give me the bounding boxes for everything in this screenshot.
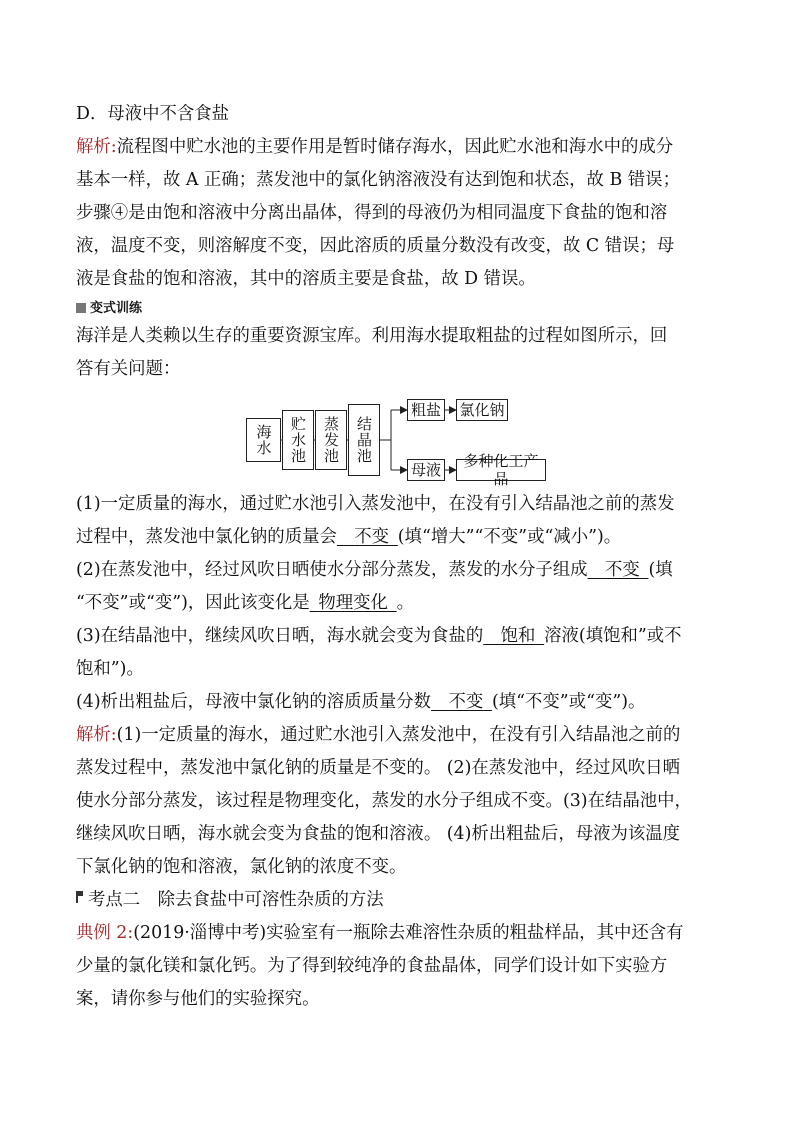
- question-3: (3)在结晶池中，继续风吹日晒，海水就会变为食盐的 饱和 溶液(填饱和”或不: [76, 626, 682, 646]
- flow-box-reservoir: 贮水池: [282, 410, 314, 470]
- analysis-label: 解析:: [76, 137, 117, 157]
- analysis-label: 解析:: [76, 725, 117, 745]
- question-2: (2)在蒸发池中，经过风吹日晒使水分部分蒸发，蒸发的水分子组成 不变 (填: [76, 560, 673, 580]
- answer-blank: 不变: [448, 692, 484, 712]
- question-4: (4)析出粗盐后，母液中氯化钠的溶质质量分数 不变 (填“不变”或“变”)。: [76, 692, 646, 712]
- analysis-1-line: 液，温度不变，则溶解度不变，因此溶质的质量分数没有改变，故 C 错误；母: [76, 236, 675, 256]
- flow-box-chemical-products: 多种化工产品: [456, 459, 546, 481]
- process-flow-diagram: [76, 392, 726, 488]
- variant-training-heading: 变式训练: [76, 298, 726, 320]
- flow-box-evaporation-pond: 蒸发池: [315, 410, 347, 470]
- document-page: [76, 98, 726, 1016]
- flow-box-mother-liquor: 母液: [407, 459, 445, 481]
- question-intro: 答有关问题：: [76, 359, 181, 379]
- analysis-2-line: 下氯化钠的饱和溶液，氯化钠的浓度不变。: [76, 857, 407, 877]
- question-3-cont: 饱和”)。: [76, 659, 144, 679]
- flow-box-sodium-chloride: 氯化钠: [456, 399, 508, 421]
- answer-blank: 不变: [354, 527, 390, 547]
- flow-box-seawater: 海水: [246, 418, 281, 462]
- flow-arrows: [76, 392, 726, 484]
- question-2-cont: “不变”或“变”)，因此该变化是 物理变化 。: [76, 593, 415, 613]
- exam-point-heading: 考点二 除去食盐中可溶性杂质的方法: [76, 884, 726, 917]
- option-d: D．母液中不含食盐: [76, 104, 230, 124]
- example-2-line: 少量的氯化镁和氯化钙。为了得到较纯净的食盐晶体，同学们设计如下实验方: [76, 956, 668, 976]
- analysis-1-line: 液是食盐的饱和溶液，其中的溶质主要是食盐，故 D 错误。: [76, 269, 536, 289]
- analysis-1: 解析:流程图中贮水池的主要作用是暂时储存海水，因此贮水池和海水中的成分: [76, 137, 674, 157]
- analysis-2-line: 继续风吹日晒，海水就会变为食盐的饱和溶液。 (4)析出粗盐后，母液为该温度: [76, 824, 681, 844]
- question-intro: 海洋是人类赖以生存的重要资源宝库。利用海水提取粗盐的过程如图所示，回: [76, 326, 668, 346]
- example-label: 典例 2:: [76, 923, 134, 943]
- analysis-1-line: 基本一样，故 A 正确；蒸发池中的氯化钠溶液没有达到饱和状态，故 B 错误；: [76, 170, 680, 190]
- flow-box-crude-salt: 粗盐: [407, 399, 445, 421]
- question-1-cont: 过程中，蒸发池中氯化钠的质量会 不变 (填“增大”“不变”或“减小”)。: [76, 527, 622, 547]
- flag-icon: [76, 891, 82, 903]
- answer-blank: 物理变化: [318, 593, 388, 613]
- answer-blank: 饱和: [500, 626, 536, 646]
- flow-box-crystallization-pond: 结晶池: [348, 404, 380, 476]
- example-2: 典例 2:(2019·淄博中考)实验室有一瓶除去难溶性杂质的粗盐样品，其中还含有: [76, 923, 684, 943]
- analysis-2-line: 使水分部分蒸发，该过程是物理变化，蒸发的水分子组成不变。(3)在结晶池中，: [76, 791, 692, 811]
- analysis-1-line: 步骤④是由饱和溶液中分离出晶体，得到的母液仍为相同温度下食盐的饱和溶: [76, 203, 668, 223]
- analysis-2-line: 蒸发过程中，蒸发池中氯化钠的质量是不变的。 (2)在蒸发池中，经过风吹日晒: [76, 758, 681, 778]
- example-2-line: 案，请你参与他们的实验探究。: [76, 989, 320, 1009]
- answer-blank: 不变: [604, 560, 640, 580]
- question-1: (1)一定质量的海水，通过贮水池引入蒸发池中，在没有引入结晶池之前的蒸发: [76, 494, 675, 514]
- analysis-2: 解析:(1)一定质量的海水，通过贮水池引入蒸发池中，在没有引入结晶池之前的: [76, 725, 681, 745]
- section-marker-icon: [76, 303, 86, 313]
